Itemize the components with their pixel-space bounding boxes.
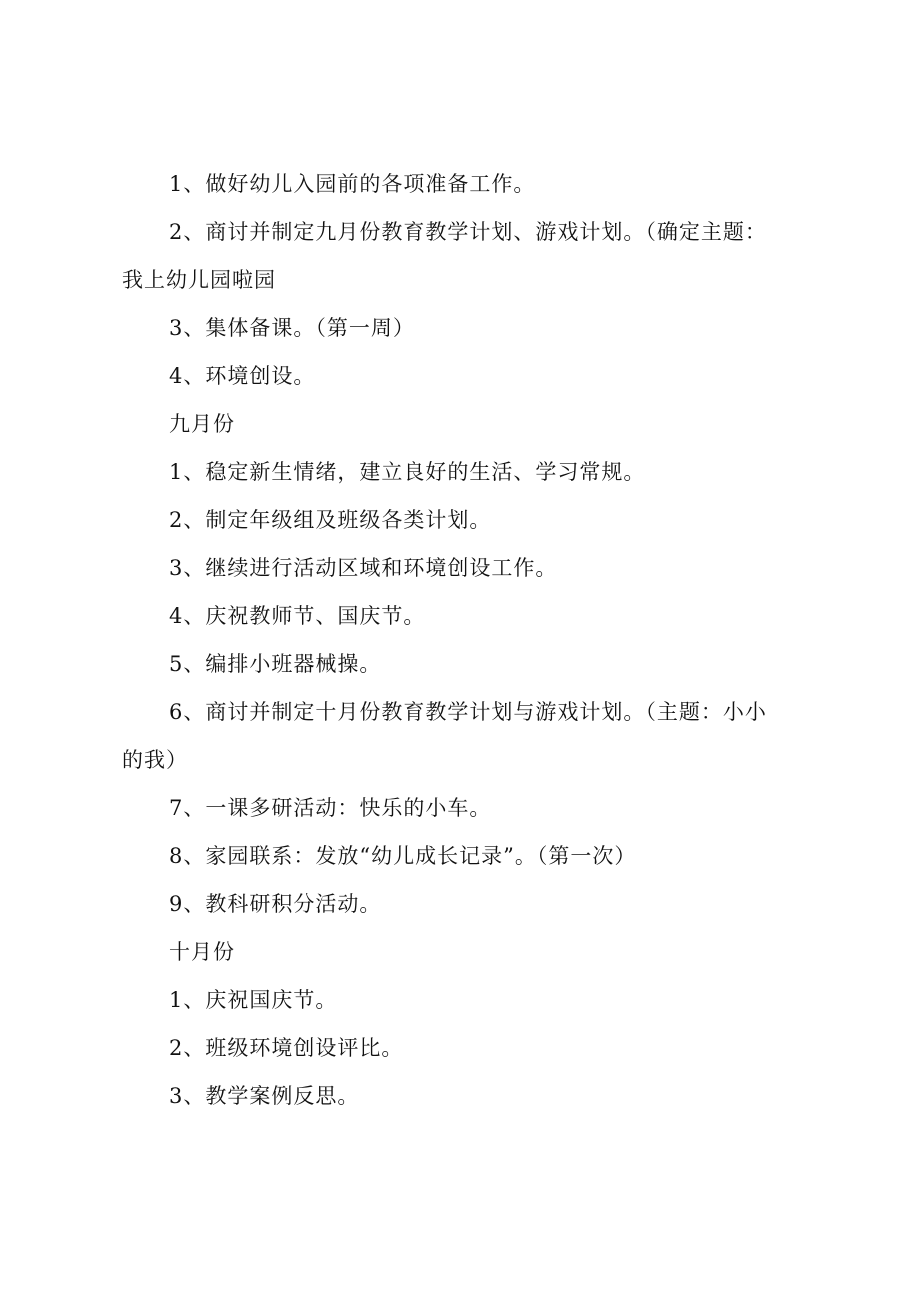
text-line: 9、教科研积分活动。 <box>169 892 382 916</box>
text-line: 7、一课多研活动：快乐的小车。 <box>169 796 492 820</box>
text-line: 2、商讨并制定九月份教育教学计划、游戏计划。（确定主题： <box>169 220 767 244</box>
text-line: 3、集体备课。（第一周） <box>169 316 415 340</box>
text-line: 4、庆祝教师节、国庆节。 <box>169 604 426 628</box>
document-body <box>122 160 812 1120</box>
text-line: 1、做好幼儿入园前的各项准备工作。 <box>169 172 536 196</box>
text-line: 1、稳定新生情绪，建立良好的生活、学习常规。 <box>169 460 646 484</box>
section-heading-september: 九月份 <box>169 412 235 436</box>
text-line: 8、家园联系：发放“幼儿成长记录”。（第一次） <box>169 844 637 868</box>
text-line: 2、班级环境创设评比。 <box>169 1036 404 1060</box>
text-line: 3、教学案例反思。 <box>169 1084 360 1108</box>
text-line: 6、商讨并制定十月份教育教学计划与游戏计划。（主题：小小 <box>169 700 767 724</box>
text-line: 3、继续进行活动区域和环境创设工作。 <box>169 556 558 580</box>
text-line: 1、庆祝国庆节。 <box>169 988 338 1012</box>
text-line: 我上幼儿园啦园 <box>122 268 276 292</box>
text-line: 5、编排小班器械操。 <box>169 652 382 676</box>
text-line: 4、环境创设。 <box>169 364 316 388</box>
text-line: 2、制定年级组及班级各类计划。 <box>169 508 492 532</box>
text-line: 的我） <box>122 748 188 772</box>
section-heading-october: 十月份 <box>169 940 235 964</box>
